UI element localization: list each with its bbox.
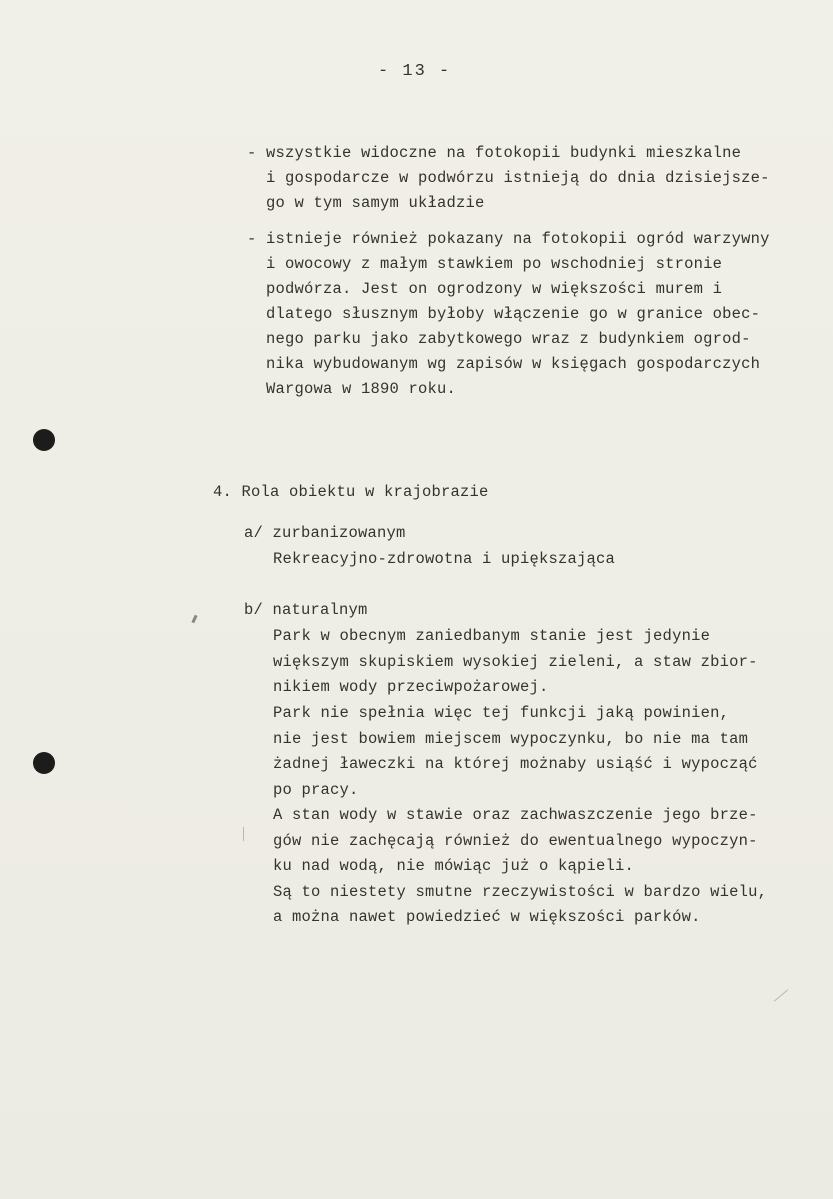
bullet-2-line-5: nego parku jako zabytkowego wraz z budynkiem ogrod- <box>247 330 751 348</box>
bullet-1-line-1: - wszystkie widoczne na fotokopii budynki mieszkalne <box>247 144 742 162</box>
pencil-mark-corner <box>774 989 788 1001</box>
bullet-2-line-2: i owocowy z małym stawkiem po wschodniej stronie <box>247 255 723 273</box>
section-heading: 4. Rola obiektu w krajobrazie <box>213 483 489 501</box>
subsection-b-line-2: większym skupiskiem wysokiej zieleni, a staw zbior- <box>273 653 758 671</box>
bullet-2-line-3: podwórza. Jest on ogrodzony w większości murem i <box>247 280 723 298</box>
subsection-a-label: a/ zurbanizowanym <box>244 524 406 542</box>
subsection-b-line-9: gów nie zachęcają również do ewentualnego wypoczyn- <box>273 832 758 850</box>
subsection-b-line-5: nie jest bowiem miejscem wypoczynku, bo nie ma tam <box>273 730 749 748</box>
bullet-2-line-7: Wargowa w 1890 roku. <box>247 380 457 398</box>
subsection-b-line-3: nikiem wody przeciwpożarowej. <box>273 678 549 696</box>
subsection-b-line-8: A stan wody w stawie oraz zachwaszczenie jego brze- <box>273 806 758 824</box>
pencil-mark <box>243 827 244 841</box>
subsection-a-text: Rekreacyjno-zdrowotna i upiększająca <box>273 550 616 568</box>
subsection-b-line-1: Park w obecnym zaniedbanym stanie jest jedynie <box>273 627 711 645</box>
subsection-b-line-4: Park nie spełnia więc tej funkcji jaką powinien, <box>273 704 730 722</box>
binder-hole-bottom <box>33 752 55 774</box>
subsection-b-line-10: ku nad wodą, nie mówiąc już o kąpieli. <box>273 857 635 875</box>
bullet-2-line-4: dlatego słusznym byłoby włączenie go w granice obec- <box>247 305 761 323</box>
subsection-b-label: b/ naturalnym <box>244 601 368 619</box>
subsection-b-line-12: a można nawet powiedzieć w większości parków. <box>273 908 701 926</box>
bullet-2-line-1: - istnieje również pokazany na fotokopii ogród warzywny <box>247 230 770 248</box>
subsection-b-line-6: żadnej ławeczki na której możnaby usiąść i wypocząć <box>273 755 758 773</box>
subsection-b-line-11: Są to niestety smutne rzeczywistości w bardzo wielu, <box>273 883 768 901</box>
bullet-2-line-6: nika wybudowanym wg zapisów w księgach gospodarczych <box>247 355 761 373</box>
subsection-b-line-7: po pracy. <box>273 781 359 799</box>
bullet-1-line-3: go w tym samym układzie <box>247 194 485 212</box>
binder-hole-top <box>33 429 55 451</box>
page-number: - 13 - <box>378 62 452 81</box>
ink-mark <box>191 615 197 624</box>
bullet-1-line-2: i gospodarcze w podwórzu istnieją do dnia dzisiejsze- <box>247 169 770 187</box>
